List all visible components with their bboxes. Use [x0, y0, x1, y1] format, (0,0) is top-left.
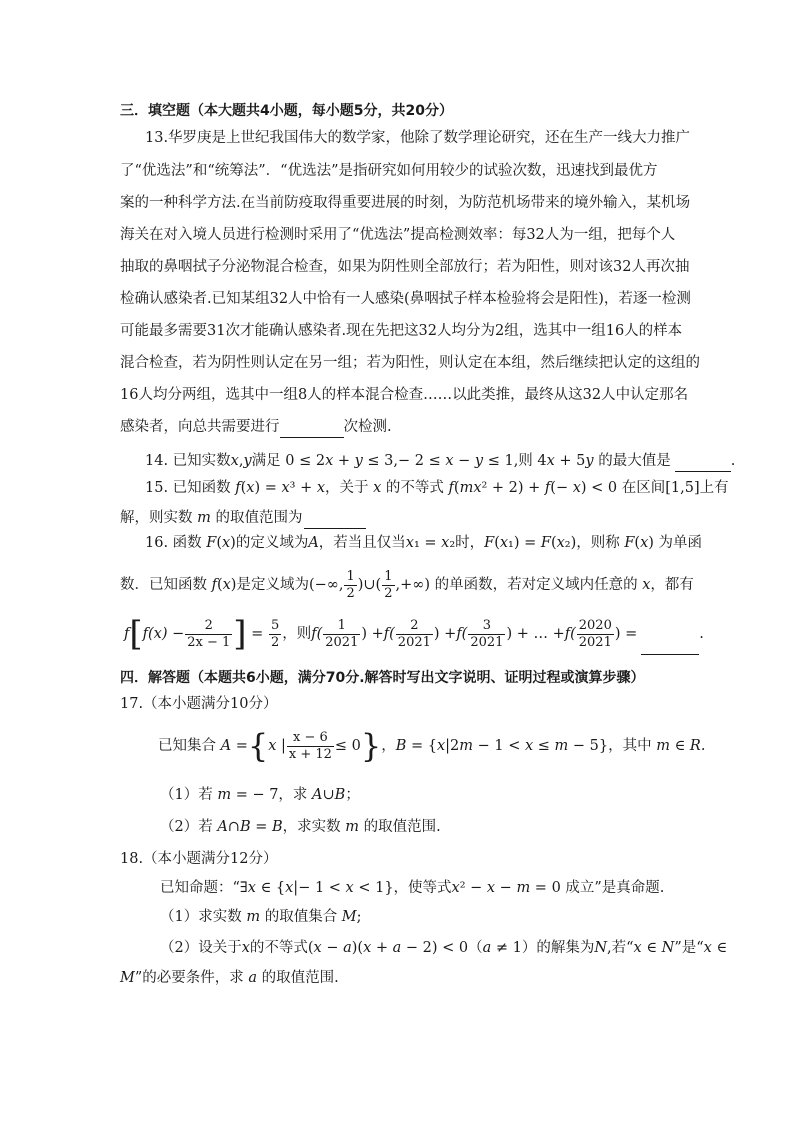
q14-end: . [730, 453, 736, 469]
q16-half-1: $\frac{1}{2}$ [346, 568, 355, 601]
q13-line-9: 16人均分两组，选其中一组8人的样本混合检查……以此类推，最终从这32人中认定那名 [120, 387, 689, 403]
q14-answer-blank[interactable] [675, 451, 731, 472]
q18-statement: 已知命题：“∃𝑥 ∈ {𝑥|− 1 < 𝑥 < 1}，使等式𝑥² − 𝑥 − 𝑚 = 0 成立”是真命题. [160, 880, 665, 896]
q16-half-2: $\frac{1}{2}$ [384, 568, 393, 601]
left-brace: { [247, 727, 269, 765]
q13-last-tail: 次检测. [343, 419, 392, 435]
q13-line-3: 案的一种科学方法.在当前防疫取得重要进展的时刻，为防范机场带来的境外输入，某机场 [120, 195, 691, 211]
q13-line-8: 混合检查，若为阴性则认定在另一组；若为阳性，则认定在本组，然后继续把认定的这组的 [120, 355, 700, 371]
q17-setA-fraction: $\frac{x - 6}{x + 12}$ [288, 729, 332, 762]
q16-inner-fraction: $\frac{2}{2x - 1}$ [187, 617, 231, 650]
q17-part-2: （2）若 𝐴∩𝐵 = 𝐵，求实数 𝑚 的取值范围. [160, 819, 441, 835]
q16-line-2 [120, 568, 694, 602]
q16-sum-term-2: f( $\frac{2}{2021}$ ) + [383, 617, 457, 650]
q16-inner-fx: f(x) − [142, 626, 185, 642]
q16-end: . [699, 626, 704, 642]
section-3-heading: 三．填空题（本大题共4小题，每小题5分，共20分） [120, 103, 453, 119]
q18-part-2-line-2: 𝑀”的必要条件，求 𝑎 的取值范围. [120, 970, 339, 986]
q18-title: 18.（本小题满分12分） [120, 851, 278, 867]
q16-domain-union: )∪( [357, 577, 382, 593]
q16-rhs-fraction: $\frac{5}{2}$ [270, 617, 280, 650]
right-bracket: ] [233, 614, 247, 654]
q16-sum-term-1: f( $\frac{1}{2021}$ ) + [311, 617, 384, 650]
q18-part-2-line-1: （2）设关于𝑥的不等式(𝑥 − 𝑎)(𝑥 + 𝑎 − 2) < 0（𝑎 ≠ 1）的解集为𝑁,若“𝑥 ∈ 𝑁”是“𝑥 ∈ [160, 940, 728, 956]
q17-setA-label: 已知集合 𝐴 = [158, 738, 248, 754]
q17-setA-tail: ≤ 0 [334, 738, 361, 754]
q13-line-2: 了“优选法”和“统筹法”．“优选法”是指研究如何用较少的试验次数，迅速找到最优方 [120, 163, 658, 179]
q14-text: 14. 已知实数𝑥,𝑦满足 0 ≤ 2𝑥 + 𝑦 ≤ 3,− 2 ≤ 𝑥 − 𝑦 ≤ 1,则 4𝑥 + 5𝑦 的最大值是 [145, 453, 671, 469]
q15-answer-blank[interactable] [304, 508, 366, 529]
q17-setB: ，𝐵 = {𝑥|2𝑚 − 1 < 𝑥 ≤ 𝑚 − 5}，其中 𝑚 ∈ 𝑅. [381, 738, 706, 754]
q16-sum-term-3: f( $\frac{3}{2021}$ ) + … + [456, 617, 565, 650]
q16-line-1: 16. 函数 𝐹(𝑥)的定义域为𝐴，若当且仅当𝑥₁ = 𝑥₂时，𝐹(𝑥₁) = 𝐹(𝑥₂)，则称 𝐹(𝑥) 为单函 [145, 535, 703, 551]
q13-answer-blank[interactable] [280, 417, 344, 438]
q13-line-10 [120, 417, 392, 438]
q15-line-2 [120, 508, 366, 529]
q16-domain-tail: ,+∞) 的单函数，若对定义域内任意的 𝑥，都有 [395, 577, 694, 593]
section-4-heading: 四．解答题（本题共6小题，满分70分.解答时写出文字说明、证明过程或演算步骤） [120, 670, 645, 686]
q15-line-2-text: 解，则实数 𝑚 的取值范围为 [120, 510, 303, 526]
q16-equation: f[f(x) − $\frac{2}{2x - 1}$ ] = $\frac{5}{2}$ ，则f( $\frac{1}{2021}$ ) +f( $\frac{2}{2021}$ ) +f( $\frac{3}{2021}$ ) + … +f( $\frac{2020}{2021}$ ) = . [124, 614, 704, 654]
q15-line-1: 15. 已知函数 𝑓(𝑥) = 𝑥³ + 𝑥，关于 𝑥 的不等式 𝑓(𝑚𝑥² + 2) + 𝑓(− 𝑥) < 0 在区间[1,5]上有 [145, 480, 729, 496]
q18-part-1: （1）求实数 𝑚 的取值集合 𝑀; [160, 909, 362, 925]
left-bracket: [ [129, 614, 143, 654]
q16-domain-text: 数．已知函数 𝑓(𝑥)是定义域为(−∞, [120, 577, 344, 593]
q17-setA-x: 𝑥 | [268, 738, 286, 754]
q17-title: 17.（本小题满分10分） [120, 696, 278, 712]
q16-outer-f: f [124, 626, 130, 642]
q13-last-text: 感染者，向总共需要进行 [120, 419, 280, 435]
q16-then: ，则 [282, 626, 312, 642]
q13-line-7: 可能最多需要31次才能确认感染者.现在先把这32人均分为2组，选其中一组16人的样本 [120, 323, 683, 339]
q13-line-6: 检确认感染者.已知某组32人中恰有一人感染(鼻咽拭子样本检验将会是阳性)，若逐一检测 [120, 291, 691, 307]
q13-line-5: 抽取的鼻咽拭子分泌物混合检查，如果为阴性则全部放行；若为阳性，则对该32人再次抽 [120, 259, 690, 275]
q17-sets [158, 726, 705, 766]
q13-line-4: 海关在对入境人员进行检测时采用了“优选法”提高检测效率：每32人为一组，把每个人 [120, 227, 676, 243]
right-brace: } [360, 727, 382, 765]
question-14 [145, 451, 735, 472]
q16-answer-blank[interactable] [641, 614, 699, 655]
q17-part-1: （1）若 𝑚 = − 7，求 𝐴∪𝐵； [160, 787, 360, 803]
q16-sum-term-4: f( $\frac{2020}{2021}$ ) = [564, 617, 638, 650]
q13-line-1: 13.华罗庚是上世纪我国伟大的数学家，他除了数学理论研究，还在生产一线大力推广 [145, 130, 691, 146]
